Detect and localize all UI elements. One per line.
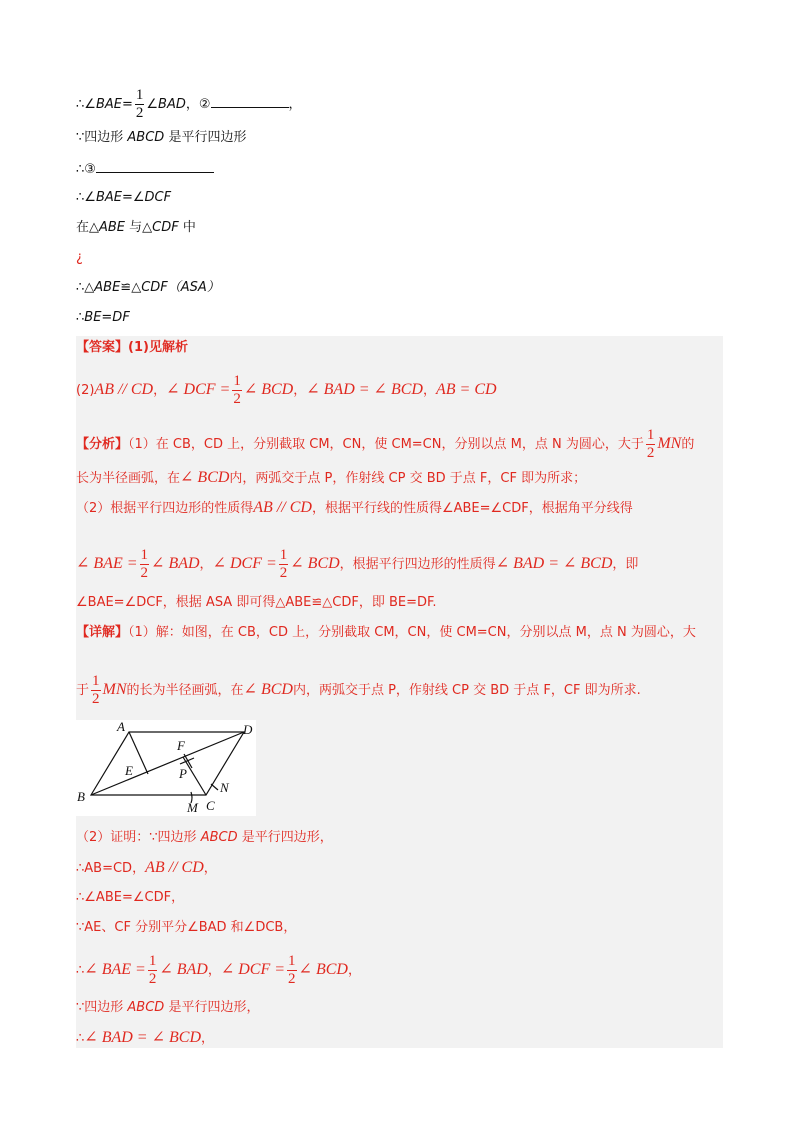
question-line-1: ∴∠BAE= $\frac{1}{2}$ ∠BAD，② ， xyxy=(76,87,302,121)
analysis-line-4: ∠ BAE = $\frac{1}{2}$ ∠ BAD，∠ DCF = $\frac{1}{2}$ ∠ BCD，根据平行四边形的性质得∠ BAD = ∠ BCD，即 xyxy=(76,547,639,581)
answer-line-2: (2)AB // CD，∠ DCF = $\frac{1}{2}$ ∠ BCD，∠ BAD = ∠ BCD，AB = CD xyxy=(76,373,497,407)
label-m: M xyxy=(187,800,198,815)
detail-line-2: 于 $\frac{1}{2}$ MN的长为半径画弧，在∠ BCD内，两弧交于点 P，作射线 CP 交 BD 于点 F，CF 即为所求. xyxy=(76,673,641,707)
question-line-2: ∵四边形 ABCD 是平行四边形 xyxy=(76,130,247,145)
label-p: P xyxy=(179,766,187,781)
analysis-line-1: 【分析】（1）在 CB，CD 上，分别截取 CM，CN，使 CM=CN，分别以点 M，点 N 为圆心，大于 $\frac{1}{2}$ MN的 xyxy=(76,427,695,461)
analysis-line-5: ∠BAE=∠DCF，根据 ASA 即可得△ABE≌△CDF，即 BE=DF. xyxy=(76,595,437,610)
fill-blank-2[interactable] xyxy=(211,93,289,108)
label-n: N xyxy=(220,780,229,795)
fraction-half: $\frac{1}{2}$ xyxy=(92,673,100,707)
fill-blank-3[interactable] xyxy=(96,158,214,173)
analysis-line-3: （2）根据平行四边形的性质得AB // CD，根据平行线的性质得∠ABE=∠CDF，根据角平分线得 xyxy=(76,499,633,516)
question-line-8: ∴BE=DF xyxy=(76,310,130,325)
parallelogram-diagram xyxy=(76,720,256,816)
label-e: E xyxy=(125,763,133,778)
question-line-6: ¿ xyxy=(76,250,83,265)
question-line-7: ∴△ABE≌△CDF（ASA） xyxy=(76,280,220,295)
parallelogram-figure xyxy=(76,720,256,816)
fraction-half: $\frac{1}{2}$ xyxy=(148,953,157,987)
proof-line-2: ∴AB=CD，AB // CD， xyxy=(76,859,217,876)
question-line-5: 在△ABE 与△CDF 中 xyxy=(76,220,196,235)
fraction-half: $\frac{1}{2}$ xyxy=(135,87,144,121)
proof-line-7: ∴∠ BAD = ∠ BCD， xyxy=(76,1029,215,1046)
label-b: B xyxy=(77,789,85,804)
fraction-half: $\frac{1}{2}$ xyxy=(233,373,241,407)
proof-line-5: ∴∠ BAE = $\frac{1}{2}$ ∠ BAD，∠ DCF = $\frac{1}{2}$ ∠ BCD， xyxy=(76,953,361,987)
fraction-half: $\frac{1}{2}$ xyxy=(646,427,655,461)
question-line-3: ∴③ xyxy=(76,158,214,180)
label-c: C xyxy=(206,798,215,813)
fraction-half: $\frac{1}{2}$ xyxy=(140,547,149,581)
proof-line-3: ∴∠ABE=∠CDF， xyxy=(76,890,185,905)
arc-mark-n xyxy=(211,784,218,790)
proof-line-1: （2）证明：∵四边形 ABCD 是平行四边形， xyxy=(76,830,333,845)
detail-line-1: 【详解】（1）解：如图，在 CB，CD 上，分别截取 CM，CN，使 CM=CN，分别以点 M，点 N 为圆心，大 xyxy=(76,625,696,640)
fraction-half: $\frac{1}{2}$ xyxy=(279,547,288,581)
proof-line-4: ∵AE、CF 分别平分∠BAD 和∠DCB， xyxy=(76,920,297,935)
proof-line-6: ∵四边形 ABCD 是平行四边形， xyxy=(76,1000,260,1015)
label-d: D xyxy=(243,722,253,737)
question-line-4: ∴∠BAE=∠DCF xyxy=(76,190,172,205)
label-f: F xyxy=(177,738,185,753)
analysis-line-2: 长为半径画弧，在∠ BCD内，两弧交于点 P，作射线 CP 交 BD 于点 F，CF 即为所求； xyxy=(76,469,587,486)
label-a: A xyxy=(117,720,125,734)
fraction-half: $\frac{1}{2}$ xyxy=(288,953,296,987)
answer-line-1: 【答案】(1)见解析 xyxy=(76,340,188,355)
